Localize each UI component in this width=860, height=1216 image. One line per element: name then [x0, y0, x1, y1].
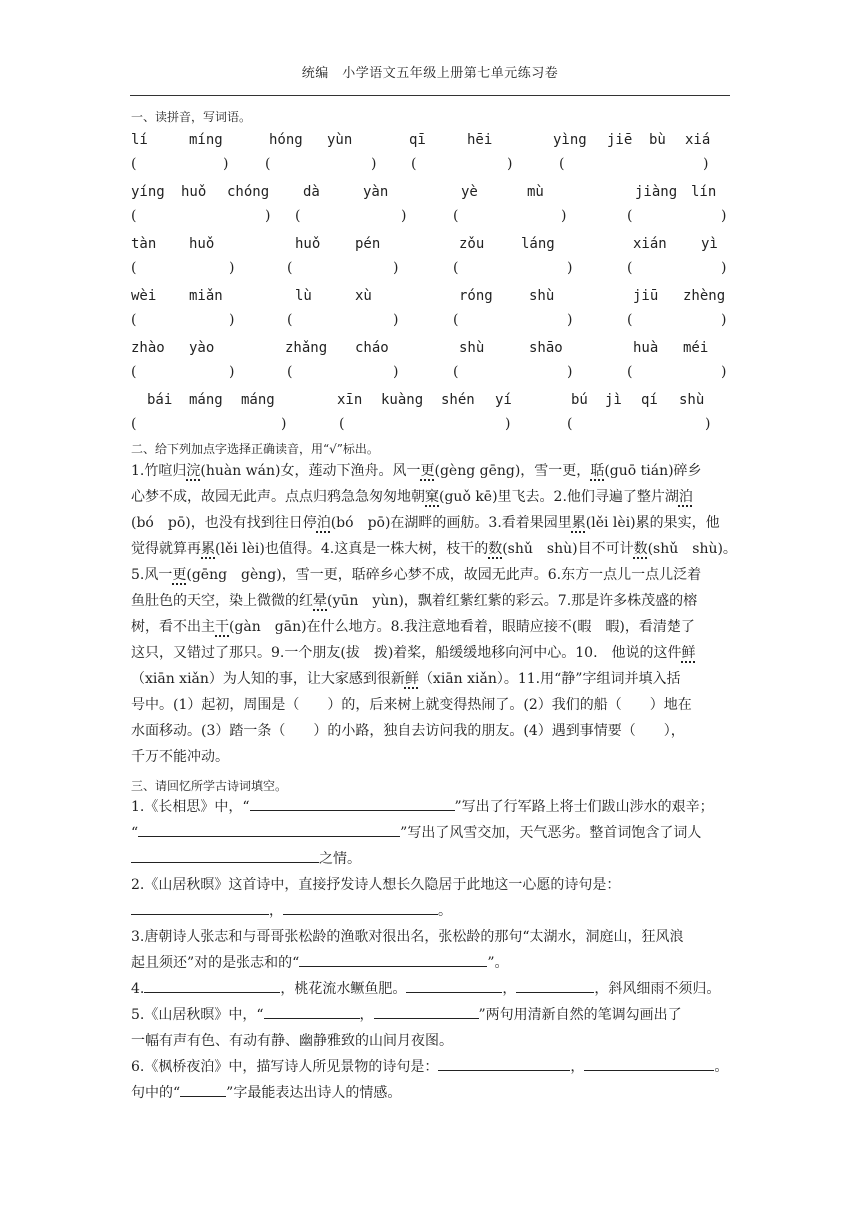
paren-open: (	[287, 260, 293, 276]
exercise-text: (gàn gān)在什么地方。8.我注意地看着，眼睛应接不(暇 暇)，看清楚了	[229, 619, 695, 635]
q6-text-a: 6.《枫桥夜泊》中，描写诗人所见景物的诗句是：	[131, 1059, 439, 1075]
answer-slot[interactable]	[637, 260, 719, 278]
pinyin-syllable: huǒ	[295, 236, 321, 252]
paren-open: (	[559, 156, 565, 172]
paren-close: )	[393, 260, 399, 276]
answer-slot[interactable]	[305, 208, 399, 226]
pinyin-syllable: jiē	[607, 132, 633, 148]
answer-paren-row	[131, 156, 731, 176]
pinyin-syllable: xiá	[685, 132, 711, 148]
pinyin-syllable: xīn	[337, 392, 363, 408]
q4-blank-2[interactable]	[406, 978, 502, 993]
section3-title: 三、请回忆所学古诗词填空。	[131, 779, 288, 793]
q4-text-a: 4.	[131, 981, 145, 997]
exercise-line	[131, 484, 731, 510]
paren-open: (	[131, 260, 137, 276]
exercise-text: 千万不能冲动。	[131, 749, 229, 765]
paren-close: )	[505, 416, 511, 432]
q1-text-b: ”写出了行军路上将士们跋山涉水的艰辛；	[454, 799, 714, 815]
paren-open: (	[453, 312, 459, 328]
paren-open: (	[131, 208, 137, 224]
pinyin-syllable: lí	[131, 132, 148, 148]
paren-close: )	[223, 156, 229, 172]
q6-blank-1[interactable]	[438, 1056, 570, 1071]
q1-text-c: “	[131, 825, 139, 841]
answer-slot[interactable]	[349, 416, 503, 434]
q4-text-b: ，桃花流水鳜鱼肥。	[280, 981, 407, 997]
answer-slot[interactable]	[141, 260, 227, 278]
paren-close: )	[229, 312, 235, 328]
pinyin-syllable: wèi	[131, 288, 157, 304]
q5-text-c: ”两句用清新自然的笔调勾画出了	[478, 1007, 682, 1023]
exercise-text: (gēng gèng)，雪一更，聒碎乡心梦不成，故园无此声。6.东方一点儿一点儿泛着	[186, 567, 702, 583]
answer-paren-row	[131, 208, 731, 228]
q1-text-d: ”写出了风雪交加，天气恶劣。整首词饱含了词人	[400, 825, 702, 841]
q5-line2: 一幅有声有色、有动有静、幽静雅致的山间月夜图。	[131, 1033, 453, 1049]
pinyin-syllable: méi	[683, 340, 709, 356]
pinyin-syllable: míng	[189, 132, 223, 148]
q5-blank-2[interactable]	[374, 1004, 479, 1019]
pinyin-syllable: shāo	[529, 340, 563, 356]
pinyin-row	[131, 184, 731, 204]
pinyin-row	[131, 288, 731, 308]
q1-line3	[131, 846, 731, 872]
exercise-text: 1.竹喧归	[131, 463, 187, 479]
pinyin-syllable: qī	[409, 132, 426, 148]
paren-close: )	[721, 208, 727, 224]
q2-line1: 2.《山居秋暝》这首诗中，直接抒发诗人想长久隐居于此地这一心愿的诗句是：	[131, 877, 621, 893]
answer-paren-row	[131, 416, 731, 436]
exercise-line	[131, 666, 731, 692]
pinyin-syllable: shén	[441, 392, 475, 408]
paren-close: )	[705, 416, 711, 432]
q6-line2	[131, 1080, 731, 1106]
exercise-text: 树，看不出主	[131, 619, 215, 635]
pinyin-syllable: huà	[633, 340, 659, 356]
paren-open: (	[265, 156, 271, 172]
exercise-line	[131, 458, 731, 484]
paren-open: (	[453, 260, 459, 276]
paren-close: )	[721, 364, 727, 380]
answer-paren-row	[131, 364, 731, 384]
emphasized-character: 晕	[313, 593, 327, 609]
q6-text-d: 句中的“	[131, 1085, 181, 1101]
pinyin-syllable: shù	[679, 392, 705, 408]
page-title: 统编 小学语文五年级上册第七单元练习卷	[301, 66, 559, 81]
pinyin-syllable: yè	[461, 184, 478, 200]
pinyin-syllable: yí	[495, 392, 512, 408]
pinyin-syllable: hóng	[269, 132, 303, 148]
q5-text-a: 5.《山居秋暝》中，“	[131, 1007, 264, 1023]
exercise-line	[131, 718, 731, 744]
pinyin-syllable: jiàng	[635, 184, 678, 200]
answer-slot[interactable]	[463, 260, 565, 278]
answer-paren-row	[131, 312, 731, 332]
pinyin-syllable: máng	[189, 392, 223, 408]
paren-close: )	[567, 364, 573, 380]
paren-close: )	[507, 156, 513, 172]
paren-close: )	[229, 260, 235, 276]
exercise-text: (bó pō)在湖畔的画舫。3.看着果园里	[330, 515, 572, 531]
q4-blank-1[interactable]	[144, 978, 280, 993]
pinyin-row	[131, 392, 731, 412]
exercise-line	[131, 614, 731, 640]
pinyin-syllable: láng	[521, 236, 555, 252]
pinyin-syllable: shù	[459, 340, 485, 356]
exercise-text: (lěi lèi)也值得。4.这真是一株大树，枝干的	[215, 541, 489, 557]
exercise-line	[131, 640, 731, 666]
paren-open: (	[131, 364, 137, 380]
paren-close: )	[371, 156, 377, 172]
emphasized-character: 鲜	[681, 645, 696, 661]
exercise-text: (guǒ kē)里飞去。2.他们寻遍了整片湖	[439, 489, 679, 505]
q1-text-e: 之情。	[319, 851, 361, 867]
pinyin-syllable: yàn	[363, 184, 389, 200]
q6-text-c: 。	[714, 1059, 729, 1075]
exercise-line	[131, 744, 731, 770]
q1-line2	[131, 820, 731, 846]
header-divider	[130, 95, 730, 96]
pinyin-syllable: pén	[355, 236, 381, 252]
q4-blank-3[interactable]	[516, 978, 594, 993]
section2-title: 二、给下列加点字选择正确读音，用“√”标出。	[131, 442, 379, 456]
exercise-text: 水面移动。(3）踏一条（ ）的小路，独自去访问我的朋友。(4）遇到事情要（ ），	[131, 723, 685, 739]
paren-close: )	[703, 156, 709, 172]
pinyin-syllable: miǎn	[189, 288, 223, 304]
pinyin-syllable: zhǎng	[285, 340, 328, 356]
exercise-text: 心梦不成，故园无此声。点点归鸦急急匆匆地朝	[131, 489, 425, 505]
paren-open: (	[287, 364, 293, 380]
emphasized-character: 更	[172, 567, 187, 583]
exercise-text: 这只，又错过了那只。9.一个朋友(拔 拨)着桨，船缓缓地移向河中心。10. 他说的这件	[131, 645, 682, 661]
paren-open: (	[287, 312, 293, 328]
q6-blank-2[interactable]	[584, 1056, 714, 1071]
poetry-section	[131, 794, 731, 1106]
answer-slot[interactable]	[141, 416, 279, 434]
q3-line1: 3.唐朝诗人张志和与哥哥张松龄的渔歌对很出名，张松龄的那句“太湖水，洞庭山，狂风浪	[131, 929, 684, 945]
emphasized-character: 累	[571, 515, 586, 531]
paren-close: )	[401, 208, 407, 224]
answer-slot[interactable]	[297, 364, 391, 382]
q6-text-e: ”字最能表达出诗人的情感。	[226, 1085, 402, 1101]
paren-open: (	[131, 416, 137, 432]
paren-close: )	[567, 312, 573, 328]
exercise-text: (shǔ shù)目不可计	[502, 541, 634, 557]
paren-open: (	[627, 364, 633, 380]
exercise-text: 觉得就算再	[131, 541, 201, 557]
paren-close: )	[721, 260, 727, 276]
answer-slot[interactable]	[141, 364, 227, 382]
paren-close: )	[265, 208, 271, 224]
exercise-text: (gèng gēng)，雪一更，	[434, 463, 591, 479]
q5-text-b: ，	[359, 1007, 374, 1023]
pinyin-syllable: bái	[147, 392, 173, 408]
q3-text-b: 起且须还”对的是张志和的“	[131, 955, 300, 971]
exercise-line	[131, 536, 737, 562]
q2-blank-2[interactable]	[283, 900, 438, 915]
answer-slot[interactable]	[141, 312, 227, 330]
exercise-text: (lěi lèi)累的果实，他	[585, 515, 720, 531]
q5-blank-1[interactable]	[264, 1004, 360, 1019]
answer-slot[interactable]	[463, 364, 565, 382]
answer-slot[interactable]	[275, 156, 369, 174]
q3-text-c: ”。	[487, 955, 509, 971]
q1-text-a: 1.《长相思》中，“	[131, 799, 250, 815]
answer-slot[interactable]	[141, 208, 263, 226]
pinyin-syllable: yì	[701, 236, 718, 252]
emphasized-character: 浣	[186, 463, 201, 479]
pinyin-syllable: róng	[459, 288, 493, 304]
answer-slot[interactable]	[637, 312, 719, 330]
q3-blank[interactable]	[299, 952, 487, 967]
pinyin-row	[131, 236, 731, 256]
pinyin-syllable: yào	[189, 340, 215, 356]
pinyin-syllable: jiū	[633, 288, 659, 304]
pinyin-syllable: xián	[633, 236, 667, 252]
pinyin-syllable: xù	[355, 288, 372, 304]
paren-open: (	[453, 208, 459, 224]
pinyin-syllable: yùn	[327, 132, 353, 148]
pinyin-syllable: bú	[571, 392, 588, 408]
paren-open: (	[131, 312, 137, 328]
q4-text-d: ，斜风细雨不须归。	[594, 981, 721, 997]
pinyin-syllable: hēi	[467, 132, 493, 148]
exercise-line	[131, 692, 731, 718]
paren-close: )	[561, 208, 567, 224]
paren-close: )	[721, 312, 727, 328]
answer-slot[interactable]	[569, 156, 701, 174]
emphasized-character: 泊	[678, 489, 693, 505]
q1-line1	[131, 794, 731, 820]
paren-open: (	[411, 156, 417, 172]
q6-blank-3[interactable]	[180, 1082, 226, 1097]
section1-title: 一、读拼音，写词语。	[131, 110, 252, 124]
pinyin-syllable: zǒu	[459, 236, 485, 252]
answer-slot[interactable]	[421, 156, 505, 174]
paren-close: )	[393, 364, 399, 380]
pinyin-syllable: huǒ	[189, 236, 215, 252]
q6-line1	[131, 1054, 731, 1080]
answer-slot[interactable]	[297, 312, 391, 330]
paren-close: )	[281, 416, 287, 432]
answer-slot[interactable]	[463, 208, 559, 226]
pinyin-syllable: jì	[605, 392, 622, 408]
exercise-line	[131, 588, 731, 614]
exercise-text: 号中。(1）起初，周围是（ ）的，后来树上就变得热闹了。(2）我们的船（ ）地在	[131, 697, 692, 713]
pinyin-syllable: cháo	[355, 340, 389, 356]
pinyin-syllable: lín	[691, 184, 717, 200]
paren-open: (	[627, 312, 633, 328]
paren-open: (	[339, 416, 345, 432]
paren-close: )	[567, 260, 573, 276]
emphasized-character: 泊	[316, 515, 331, 531]
q4-text-c: ，	[502, 981, 517, 997]
exercise-line	[131, 510, 731, 536]
exercise-text: （xiān xiǎn）为人知的事，让大家感到很新	[131, 671, 405, 687]
exercise-text: (huàn wán)女，莲动下渔舟。风一	[200, 463, 421, 479]
pinyin-syllable: zhèng	[683, 288, 726, 304]
pinyin-syllable: máng	[241, 392, 275, 408]
pinyin-syllable: qí	[641, 392, 658, 408]
q6-text-b: ，	[570, 1059, 585, 1075]
q1-blank-1[interactable]	[250, 796, 455, 811]
q1-blank-3[interactable]	[131, 848, 319, 863]
pinyin-syllable: zhào	[131, 340, 165, 356]
emphasized-character: 聒	[590, 463, 605, 479]
emphasized-character: 窠	[425, 489, 439, 505]
emphasized-character: 数	[488, 541, 503, 557]
pinyin-syllable: mù	[527, 184, 544, 200]
paren-close: )	[229, 364, 235, 380]
q4-line	[131, 976, 731, 1002]
answer-slot[interactable]	[577, 416, 703, 434]
paren-open: (	[453, 364, 459, 380]
answer-paren-row	[131, 260, 731, 280]
exercise-text: (shǔ shù)。	[647, 541, 737, 557]
exercise-text: 5.风一	[131, 567, 173, 583]
q1-blank-2[interactable]	[138, 822, 400, 837]
pinyin-syllable: kuàng	[381, 392, 424, 408]
pinyin-syllable: chóng	[227, 184, 270, 200]
pinyin-syllable: bù	[649, 132, 666, 148]
exercise-text: 鱼肚色的天空，染上微微的红	[131, 593, 313, 609]
q3-line2	[131, 950, 731, 976]
pinyin-syllable: lù	[295, 288, 312, 304]
answer-slot[interactable]	[637, 364, 719, 382]
exercise-text: （xiān xiǎn）。11.用“静”字组词并填入括	[418, 671, 681, 687]
exercise-text: (bó pō)，也没有找到往日停	[131, 515, 317, 531]
paren-close: )	[393, 312, 399, 328]
pinyin-syllable: yìng	[553, 132, 587, 148]
emphasized-character: 鲜	[404, 671, 419, 687]
pinyin-syllable: huǒ	[181, 184, 207, 200]
answer-slot[interactable]	[463, 312, 565, 330]
emphasized-character: 干	[215, 619, 229, 635]
pinyin-syllable: tàn	[131, 236, 157, 252]
paren-open: (	[295, 208, 301, 224]
answer-slot[interactable]	[297, 260, 391, 278]
exercise-line	[131, 562, 731, 588]
paren-open: (	[567, 416, 573, 432]
q2-blank-1[interactable]	[131, 900, 269, 915]
paren-open: (	[627, 260, 633, 276]
pinyin-syllable: yíng	[131, 184, 165, 200]
q2-line2	[131, 898, 731, 924]
q2-sep: ，	[269, 903, 283, 919]
emphasized-character: 数	[633, 541, 648, 557]
emphasized-character: 累	[201, 541, 215, 557]
pinyin-row	[131, 132, 731, 152]
answer-slot[interactable]	[141, 156, 221, 174]
paren-open: (	[131, 156, 137, 172]
pinyin-syllable: dà	[303, 184, 320, 200]
answer-slot[interactable]	[637, 208, 719, 226]
q5-line1	[131, 1002, 731, 1028]
q2-end: 。	[438, 903, 452, 919]
pinyin-row	[131, 340, 731, 360]
exercise-text: (yūn yùn)，飘着红紫红紫的彩云。7.那是许多株茂盛的榕	[327, 593, 698, 609]
paren-open: (	[627, 208, 633, 224]
exercise-text: (guō tián)碎乡	[604, 463, 702, 479]
pinyin-syllable: shù	[529, 288, 555, 304]
emphasized-character: 更	[420, 463, 435, 479]
pronunciation-section	[131, 458, 737, 770]
